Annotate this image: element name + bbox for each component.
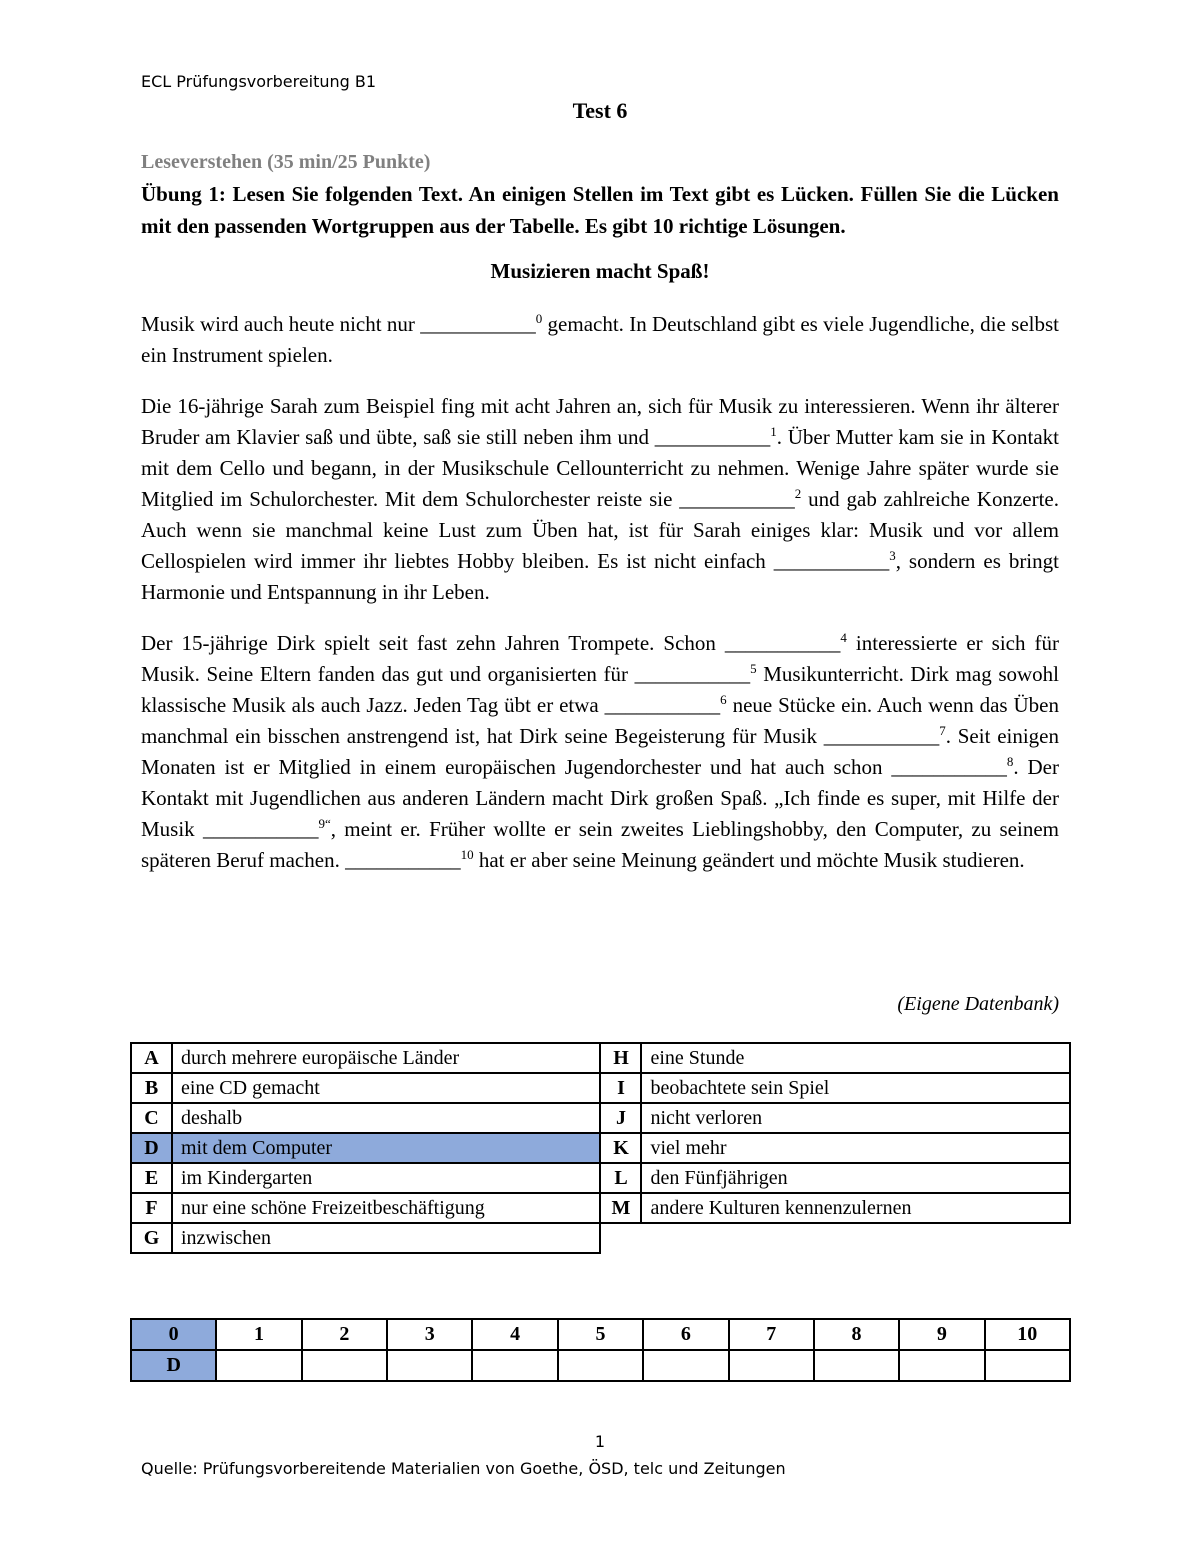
page-number: 1 xyxy=(594,1432,606,1451)
text-segment: hat er aber seine Meinung geändert und möchte Musik studieren. xyxy=(473,848,1025,872)
gap-blank: ___________ xyxy=(634,662,751,686)
gap-number: 1 xyxy=(770,424,777,439)
gap-blank: ___________ xyxy=(823,724,940,748)
gap-number: 4 xyxy=(840,630,847,645)
answer-cell[interactable] xyxy=(302,1350,387,1381)
text-paragraph xyxy=(141,628,1059,876)
option-text: mit dem Computer xyxy=(172,1133,600,1163)
task-instructions: Übung 1: Lesen Sie folgenden Text. An einigen Stellen im Text gibt es Lücken. Füllen Sie die Lücken mit den passenden Wortgruppen aus der Tabelle. Es gibt 10 richtige Lösungen. xyxy=(141,182,1059,238)
option-row xyxy=(131,1133,1070,1163)
option-letter: B xyxy=(131,1073,172,1103)
text-segment: und gab zahlreiche Konzerte. Auch wenn sie manchmal keine Lust zum Üben hat, ist für Sarah einiges klar: Musik und vor allem Cellospielen wird immer ihr liebtes Hobby bleiben. Es ist nicht einfach xyxy=(141,487,1059,573)
option-letter: I xyxy=(600,1073,641,1103)
gap-number-cell: 9 xyxy=(899,1319,984,1350)
answer-cell[interactable] xyxy=(985,1350,1070,1381)
text-segment: , meint er. Früher wollte er sein zweites Lieblingshobby, den Computer, zu seinem späteren Beruf machen. xyxy=(141,817,1059,872)
reading-text xyxy=(141,309,1059,876)
gap-number-cell: 2 xyxy=(302,1319,387,1350)
options-table xyxy=(130,1042,1071,1254)
gap-number: 0 xyxy=(535,311,543,326)
gap-blank: ___________ xyxy=(773,549,890,573)
option-row xyxy=(131,1193,1070,1223)
gap-number: 2 xyxy=(794,486,802,501)
text-segment: , sondern es bringt Harmonie und Entspannung in ihr Leben. xyxy=(141,549,1059,604)
text-segment: Musikunterricht. Dirk mag sowohl klassische Musik als auch Jazz. Jeden Tag übt er etwa xyxy=(141,662,1059,717)
answer-cell[interactable] xyxy=(387,1350,472,1381)
gap-number: 8 xyxy=(1006,754,1014,769)
gap-blank: ___________ xyxy=(420,312,536,336)
test-title: Test 6 xyxy=(572,98,628,123)
answer-cell: D xyxy=(131,1350,216,1381)
gap-number-cell: 4 xyxy=(472,1319,557,1350)
option-text: eine Stunde xyxy=(641,1043,1070,1073)
gap-blank: ___________ xyxy=(654,425,771,449)
gap-number: 5 xyxy=(750,661,757,676)
answer-grid-row xyxy=(131,1350,1070,1381)
text-segment: neue Stücke ein. Auch wenn das Üben manchmal ein bisschen anstrengend ist, hat Dirk seine Begeisterung für Musik xyxy=(141,693,1059,748)
empty-cell xyxy=(600,1223,1070,1253)
gap-blank: ___________ xyxy=(724,631,841,655)
option-row xyxy=(131,1223,1070,1253)
gap-number: 10 xyxy=(460,847,474,862)
option-letter: G xyxy=(131,1223,172,1253)
text-segment: interessierte er sich für Musik. Seine Eltern fanden das gut und organisierten für xyxy=(141,631,1059,686)
text-segment: . Über Mutter kam sie in Kontakt mit dem Cello und begann, in der Musikschule Cellounterricht zu nehmen. Wenige Jahre später wurde sie Mitglied im Schulorchester. Mit dem Schulorchester reiste sie xyxy=(141,425,1059,511)
option-row xyxy=(131,1163,1070,1193)
section-title: Leseverstehen (35 min/25 Punkte) xyxy=(141,151,431,173)
answer-cell[interactable] xyxy=(899,1350,984,1381)
option-text: den Fünfjährigen xyxy=(641,1163,1070,1193)
option-text: andere Kulturen kennenzulernen xyxy=(641,1193,1070,1223)
option-text: viel mehr xyxy=(641,1133,1070,1163)
gap-number-cell: 6 xyxy=(643,1319,728,1350)
gap-blank: ___________ xyxy=(345,848,461,872)
text-segment: Die 16-jährige Sarah zum Beispiel fing mit acht Jahren an, sich für Musik zu interessieren. Wenn ihr älterer Bruder am Klavier saß und übte, saß sie still neben ihm und xyxy=(141,394,1059,449)
answer-cell[interactable] xyxy=(216,1350,301,1381)
gap-number: 3 xyxy=(889,548,896,563)
text-segment: . Seit einigen Monaten ist er Mitglied in einem europäischen Jugendorchester und hat auch schon xyxy=(141,724,1060,779)
gap-number-cell: 3 xyxy=(387,1319,472,1350)
option-letter: E xyxy=(131,1163,172,1193)
text-segment: Musik wird auch heute nicht nur xyxy=(141,312,421,336)
gap-blank: ___________ xyxy=(604,693,721,717)
option-text: inzwischen xyxy=(172,1223,600,1253)
answer-cell[interactable] xyxy=(729,1350,814,1381)
option-letter: K xyxy=(600,1133,641,1163)
answer-cell[interactable] xyxy=(643,1350,728,1381)
option-text: nicht verloren xyxy=(641,1103,1070,1133)
text-title: Musizieren macht Spaß! xyxy=(490,259,710,283)
gap-number: 7 xyxy=(939,723,946,738)
text-segment: . Der Kontakt mit Jugendlichen aus anderen Ländern macht Dirk großen Spaß. „Ich finde es super, mit Hilfe der Musik xyxy=(141,755,1059,841)
text-paragraph xyxy=(141,309,1059,371)
answer-cell[interactable] xyxy=(472,1350,557,1381)
option-text: beobachtete sein Spiel xyxy=(641,1073,1070,1103)
option-text: nur eine schöne Freizeitbeschäftigung xyxy=(172,1193,600,1223)
gap-number-cell: 7 xyxy=(729,1319,814,1350)
gap-blank: ___________ xyxy=(202,817,319,841)
text-paragraph xyxy=(141,391,1059,608)
option-letter: C xyxy=(131,1103,172,1133)
gap-blank: ___________ xyxy=(891,755,1007,779)
gap-number-cell: 8 xyxy=(814,1319,899,1350)
option-letter: A xyxy=(131,1043,172,1073)
gap-number: 9“ xyxy=(318,816,331,831)
option-letter: L xyxy=(600,1163,641,1193)
gap-number: 6 xyxy=(720,692,727,707)
option-letter: F xyxy=(131,1193,172,1223)
option-letter: H xyxy=(600,1043,641,1073)
option-text: durch mehrere europäische Länder xyxy=(172,1043,600,1073)
option-text: eine CD gemacht xyxy=(172,1073,600,1103)
gap-number-cell: 1 xyxy=(216,1319,301,1350)
answer-cell[interactable] xyxy=(814,1350,899,1381)
text-segment: gemacht. In Deutschland gibt es viele Jugendliche, die selbst ein Instrument spielen. xyxy=(141,312,1059,367)
source-note: (Eigene Datenbank) xyxy=(897,993,1059,1015)
answer-cell[interactable] xyxy=(558,1350,643,1381)
option-row xyxy=(131,1043,1070,1073)
answer-grid xyxy=(130,1318,1071,1382)
answer-grid-header xyxy=(131,1319,1070,1350)
page-header: ECL Prüfungsvorbereitung B1 xyxy=(141,72,377,91)
gap-number-cell: 5 xyxy=(558,1319,643,1350)
gap-blank: ___________ xyxy=(679,487,795,511)
option-text: im Kindergarten xyxy=(172,1163,600,1193)
option-letter: J xyxy=(600,1103,641,1133)
option-letter: M xyxy=(600,1193,641,1223)
page-footer: Quelle: Prüfungsvorbereitende Materialien von Goethe, ÖSD, telc und Zeitungen xyxy=(141,1459,786,1478)
option-letter: D xyxy=(131,1133,172,1163)
option-row xyxy=(131,1103,1070,1133)
option-row xyxy=(131,1073,1070,1103)
option-text: deshalb xyxy=(172,1103,600,1133)
text-segment: Der 15-jährige Dirk spielt seit fast zehn Jahren Trompete. Schon xyxy=(141,631,725,655)
gap-number-cell: 0 xyxy=(131,1319,216,1350)
gap-number-cell: 10 xyxy=(985,1319,1070,1350)
